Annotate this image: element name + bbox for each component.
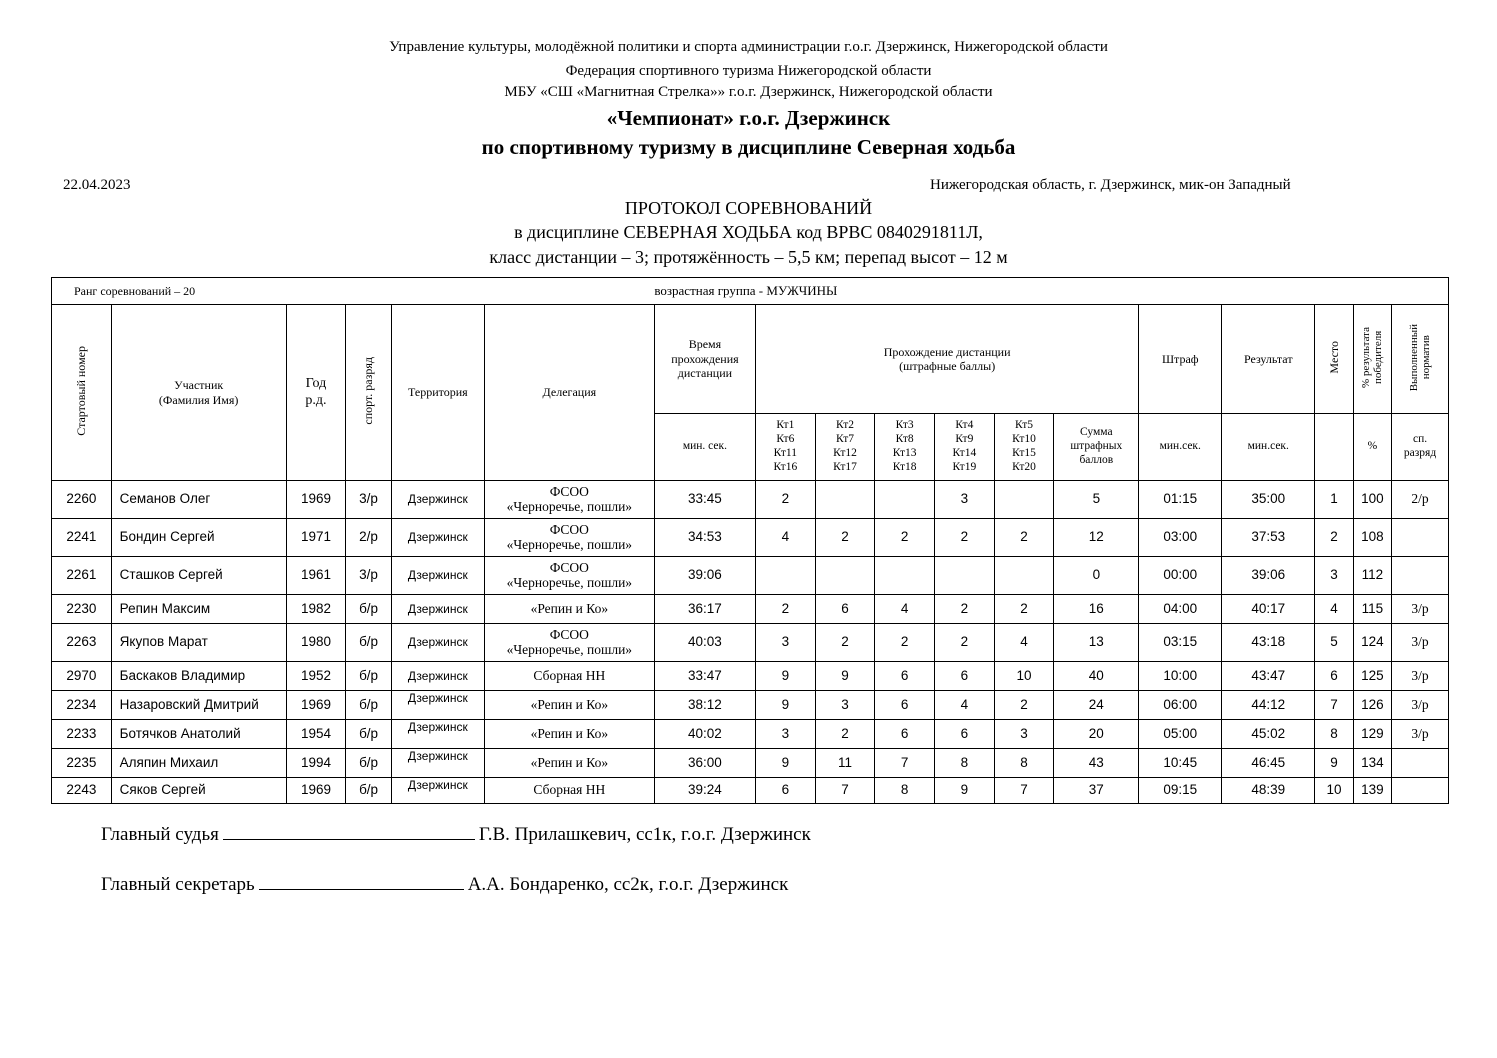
kt-5-cell: 2 — [994, 691, 1054, 720]
kt-1-cell: 9 — [755, 691, 815, 720]
kt-3-cell: 6 — [875, 662, 935, 691]
kt-3-cell — [875, 481, 935, 519]
place-cell: 10 — [1315, 778, 1353, 804]
kt-4-cell: 9 — [935, 778, 995, 804]
kt-3-cell: 6 — [875, 691, 935, 720]
header-place-text: Место — [1326, 341, 1341, 374]
result-cell: 35:00 — [1222, 481, 1315, 519]
penalty-time-cell: 06:00 — [1139, 691, 1222, 720]
time-cell: 38:12 — [654, 691, 755, 720]
kt-1-cell: 9 — [755, 662, 815, 691]
group-label — [654, 278, 1448, 305]
start-number-cell: 2235 — [52, 749, 112, 778]
header-kt-3 — [875, 414, 935, 481]
kt-3-cell: 6 — [875, 720, 935, 749]
judge-label: Главный судья — [101, 824, 219, 845]
penalty-sum-cell: 0 — [1054, 557, 1139, 595]
protocol-discipline: в дисциплине СЕВЕРНАЯ ХОДЬБА код ВРВС 0840291811Л, — [514, 222, 983, 242]
kt-2-cell: 2 — [815, 624, 875, 662]
territory-cell: Дзержинск — [391, 557, 484, 595]
delegation-cell — [484, 595, 654, 624]
kt-2-3: Кт17 — [833, 460, 857, 473]
header-passage-2: (штрафные баллы) — [899, 359, 996, 373]
norm-cell: 3/р — [1392, 720, 1449, 749]
percent-cell: 108 — [1353, 519, 1391, 557]
kt-2-2: Кт12 — [833, 447, 857, 459]
delegation-line-1: «Репин и Ко» — [530, 600, 609, 616]
start-number-cell: 2241 — [52, 519, 112, 557]
penalty-time-cell: 05:00 — [1139, 720, 1222, 749]
penalty-sum-cell: 16 — [1054, 595, 1139, 624]
delegation-cell — [484, 481, 654, 519]
percent-cell: 129 — [1353, 720, 1391, 749]
results-table — [51, 277, 1449, 804]
place-cell: 6 — [1315, 662, 1353, 691]
kt-3-1: Кт8 — [895, 433, 914, 446]
delegation-line-2: «Черноречье, пошли» — [506, 641, 633, 657]
secretary-signature-line — [259, 873, 464, 890]
header-norm-unit-1: сп. — [1412, 433, 1428, 446]
header-sum-1: Сумма — [1080, 426, 1113, 439]
percent-cell: 100 — [1353, 481, 1391, 519]
delegation-line-1: ФСОО — [549, 483, 589, 499]
start-number-cell: 2263 — [52, 624, 112, 662]
kt-1-cell: 3 — [755, 720, 815, 749]
header-percent-1: % результата — [1360, 326, 1373, 388]
place-cell: 8 — [1315, 720, 1353, 749]
delegation-line-1: Сборная НН — [533, 667, 606, 683]
table-row — [52, 691, 1449, 720]
place-cell: 2 — [1315, 519, 1353, 557]
start-number-cell: 2234 — [52, 691, 112, 720]
birth-year-cell: 1980 — [286, 624, 346, 662]
penalty-time-cell: 10:45 — [1139, 749, 1222, 778]
judge-signature — [101, 823, 811, 846]
header-time-unit: мин. сек. — [654, 414, 755, 481]
kt-4-cell: 8 — [935, 749, 995, 778]
delegation-line-2: «Черноречье, пошли» — [506, 536, 633, 552]
table-row — [52, 624, 1449, 662]
penalty-time-cell: 10:00 — [1139, 662, 1222, 691]
title-line-1: «Чемпионат» г.о.г. Дзержинск — [606, 106, 891, 130]
kt-5-0: Кт5 — [1015, 419, 1034, 432]
delegation-cell — [484, 749, 654, 778]
table-row — [52, 778, 1449, 804]
time-cell: 36:00 — [654, 749, 755, 778]
delegation-line-1: ФСОО — [549, 521, 589, 537]
header-territory: Территория — [391, 305, 484, 481]
sport-rank-cell: б/р — [346, 662, 392, 691]
table-row — [52, 519, 1449, 557]
kt-1-cell: 2 — [755, 595, 815, 624]
participant-name-cell: Ботячков Анатолий — [111, 720, 286, 749]
sport-rank-cell: б/р — [346, 720, 392, 749]
kt-2-1: Кт7 — [835, 433, 854, 446]
protocol-location: Нижегородская область, г. Дзержинск, мик-он Западный — [930, 177, 1291, 193]
kt-2-0: Кт2 — [835, 419, 854, 432]
participant-name-cell: Назаровский Дмитрий — [111, 691, 286, 720]
table-row — [52, 481, 1449, 519]
kt-3-cell: 7 — [875, 749, 935, 778]
place-cell: 7 — [1315, 691, 1353, 720]
kt-5-3: Кт20 — [1012, 460, 1036, 473]
kt-4-cell: 6 — [935, 720, 995, 749]
header-kt-4 — [935, 414, 995, 481]
judge-name: Г.В. Прилашкевич, сс1к, г.о.г. Дзержинск — [478, 824, 811, 845]
kt-5-cell: 4 — [994, 624, 1054, 662]
header-sum — [1054, 414, 1139, 481]
result-cell: 48:39 — [1222, 778, 1315, 804]
sport-rank-cell: б/р — [346, 624, 392, 662]
kt-2-cell: 9 — [815, 662, 875, 691]
kt-2-cell: 11 — [815, 749, 875, 778]
header-penalty-unit: мин.сек. — [1139, 414, 1222, 481]
territory-cell: Дзержинск — [391, 624, 484, 662]
territory-cell: Дзержинск — [391, 749, 484, 778]
participant-name-cell: Сяков Сергей — [111, 778, 286, 804]
start-number-cell: 2260 — [52, 481, 112, 519]
kt-5-cell: 8 — [994, 749, 1054, 778]
time-cell: 33:47 — [654, 662, 755, 691]
header-norm — [1392, 305, 1449, 414]
time-cell: 40:02 — [654, 720, 755, 749]
group-label-text: возрастная группа - МУЖЧИНЫ — [654, 283, 838, 299]
org-line-3: МБУ «СШ «Магнитная Стрелка»» г.о.г. Дзержинск, Нижегородской области — [504, 84, 993, 100]
kt-5-cell — [994, 481, 1054, 519]
delegation-cell — [484, 624, 654, 662]
participant-name-cell: Баскаков Владимир — [111, 662, 286, 691]
place-cell: 4 — [1315, 595, 1353, 624]
participant-name-cell: Аляпин Михаил — [111, 749, 286, 778]
norm-cell — [1392, 778, 1449, 804]
participant-name-cell: Семанов Олег — [111, 481, 286, 519]
header-place-unit — [1315, 414, 1353, 481]
kt-4-0: Кт4 — [955, 419, 974, 432]
kt-3-2: Кт13 — [892, 447, 917, 459]
kt-4-cell: 6 — [935, 662, 995, 691]
territory-cell: Дзержинск — [391, 595, 484, 624]
kt-3-cell: 2 — [875, 519, 935, 557]
header-result-unit: мин.сек. — [1222, 414, 1315, 481]
penalty-time-cell: 04:00 — [1139, 595, 1222, 624]
header-kt-1 — [755, 414, 815, 481]
kt-2-cell: 6 — [815, 595, 875, 624]
table-row — [52, 720, 1449, 749]
rank-label-text: Ранг соревнований – 20 — [74, 283, 196, 298]
penalty-time-cell: 09:15 — [1139, 778, 1222, 804]
norm-cell — [1392, 519, 1449, 557]
norm-cell: 3/р — [1392, 662, 1449, 691]
delegation-line-1: ФСОО — [549, 559, 589, 575]
time-cell: 34:53 — [654, 519, 755, 557]
secretary-signature — [101, 873, 788, 896]
header-start-number-text: Стартовый номер — [74, 345, 89, 436]
header-norm-1: Выполненный — [1407, 323, 1420, 391]
kt-4-cell — [935, 557, 995, 595]
header-norm-unit-2: разряд — [1403, 447, 1437, 459]
result-cell: 45:02 — [1222, 720, 1315, 749]
birth-year-cell: 1982 — [286, 595, 346, 624]
birth-year-cell: 1971 — [286, 519, 346, 557]
norm-cell: 3/р — [1392, 624, 1449, 662]
norm-cell: 3/р — [1392, 595, 1449, 624]
sport-rank-cell: б/р — [346, 749, 392, 778]
kt-4-cell: 4 — [935, 691, 995, 720]
rank-label — [52, 278, 655, 305]
kt-5-cell: 3 — [994, 720, 1054, 749]
territory-cell: Дзержинск — [391, 720, 484, 749]
result-cell: 46:45 — [1222, 749, 1315, 778]
delegation-cell — [484, 691, 654, 720]
penalty-time-cell: 01:15 — [1139, 481, 1222, 519]
header-passage-1: Прохождение дистанции — [883, 344, 1011, 359]
penalty-time-cell: 00:00 — [1139, 557, 1222, 595]
territory-cell: Дзержинск — [391, 691, 484, 720]
kt-1-2: Кт11 — [773, 447, 797, 459]
result-cell: 39:06 — [1222, 557, 1315, 595]
protocol-distance: класс дистанции – 3; протяжённость – 5,5 км; перепад высот – 12 м — [489, 247, 1008, 267]
kt-2-cell: 3 — [815, 691, 875, 720]
norm-cell — [1392, 749, 1449, 778]
penalty-sum-cell: 12 — [1054, 519, 1139, 557]
kt-5-cell: 10 — [994, 662, 1054, 691]
kt-4-1: Кт9 — [955, 433, 974, 446]
delegation-line-1: «Репин и Ко» — [530, 754, 609, 770]
secretary-label: Главный секретарь — [101, 874, 255, 895]
birth-year-cell: 1954 — [286, 720, 346, 749]
header-sport-rank — [346, 305, 392, 481]
sport-rank-cell: 3/р — [346, 481, 392, 519]
header-delegation: Делегация — [484, 305, 654, 481]
header-time-3: дистанции — [677, 366, 733, 381]
delegation-line-1: «Репин и Ко» — [530, 696, 609, 712]
header-participant-1: Участник — [174, 378, 224, 393]
time-cell: 39:06 — [654, 557, 755, 595]
header-percent — [1353, 305, 1391, 414]
judge-signature-line — [223, 823, 475, 840]
header-passage — [755, 305, 1138, 414]
percent-cell: 134 — [1353, 749, 1391, 778]
time-cell: 39:24 — [654, 778, 755, 804]
header-time-1: Время — [688, 337, 722, 352]
kt-1-cell: 4 — [755, 519, 815, 557]
header-result: Результат — [1222, 305, 1315, 414]
start-number-cell: 2261 — [52, 557, 112, 595]
header-percent-2: победителя — [1372, 330, 1385, 384]
place-cell: 9 — [1315, 749, 1353, 778]
sport-rank-cell: б/р — [346, 595, 392, 624]
header-year-2: р.д. — [305, 392, 327, 408]
sport-rank-cell: 2/р — [346, 519, 392, 557]
header-start-number — [52, 305, 112, 481]
penalty-sum-cell: 5 — [1054, 481, 1139, 519]
kt-1-cell — [755, 557, 815, 595]
delegation-line-2: «Черноречье, пошли» — [506, 498, 633, 514]
penalty-sum-cell: 40 — [1054, 662, 1139, 691]
norm-cell: 3/р — [1392, 691, 1449, 720]
delegation-cell — [484, 720, 654, 749]
start-number-cell: 2970 — [52, 662, 112, 691]
header-participant-2: (Фамилия Имя) — [158, 392, 239, 407]
delegation-cell — [484, 778, 654, 804]
delegation-line-1: ФСОО — [549, 626, 589, 642]
kt-3-cell — [875, 557, 935, 595]
penalty-sum-cell: 24 — [1054, 691, 1139, 720]
territory-cell: Дзержинск — [391, 481, 484, 519]
penalty-sum-cell: 13 — [1054, 624, 1139, 662]
result-cell: 43:47 — [1222, 662, 1315, 691]
kt-4-cell: 2 — [935, 519, 995, 557]
kt-3-cell: 8 — [875, 778, 935, 804]
kt-4-cell: 2 — [935, 595, 995, 624]
result-cell: 43:18 — [1222, 624, 1315, 662]
birth-year-cell: 1969 — [286, 481, 346, 519]
org-line-2: Федерация спортивного туризма Нижегородской области — [565, 63, 932, 79]
kt-5-cell — [994, 557, 1054, 595]
kt-1-1: Кт6 — [776, 433, 795, 446]
birth-year-cell: 1969 — [286, 691, 346, 720]
sport-rank-cell: б/р — [346, 691, 392, 720]
header-time-2: прохождения — [671, 351, 739, 366]
place-cell: 1 — [1315, 481, 1353, 519]
table-row — [52, 595, 1449, 624]
secretary-name: А.А. Бондаренко, сс2к, г.о.г. Дзержинск — [467, 874, 789, 895]
kt-3-cell: 2 — [875, 624, 935, 662]
kt-1-cell: 6 — [755, 778, 815, 804]
sport-rank-cell: 3/р — [346, 557, 392, 595]
kt-5-cell: 7 — [994, 778, 1054, 804]
birth-year-cell: 1952 — [286, 662, 346, 691]
sport-rank-cell: б/р — [346, 778, 392, 804]
table-row — [52, 749, 1449, 778]
header-place — [1315, 305, 1353, 414]
kt-2-cell — [815, 557, 875, 595]
header-year-1: Год — [305, 375, 327, 391]
delegation-cell — [484, 519, 654, 557]
delegation-cell — [484, 662, 654, 691]
start-number-cell: 2230 — [52, 595, 112, 624]
delegation-cell — [484, 557, 654, 595]
kt-4-cell: 2 — [935, 624, 995, 662]
penalty-sum-cell: 20 — [1054, 720, 1139, 749]
kt-3-cell: 4 — [875, 595, 935, 624]
percent-cell: 115 — [1353, 595, 1391, 624]
kt-5-2: Кт15 — [1012, 447, 1036, 459]
header-norm-unit — [1392, 414, 1449, 481]
start-number-cell: 2243 — [52, 778, 112, 804]
territory-cell: Дзержинск — [391, 778, 484, 804]
penalty-time-cell: 03:00 — [1139, 519, 1222, 557]
header-penalty: Штраф — [1139, 305, 1222, 414]
norm-cell — [1392, 557, 1449, 595]
participant-name-cell: Репин Максим — [111, 595, 286, 624]
time-cell: 36:17 — [654, 595, 755, 624]
time-cell: 40:03 — [654, 624, 755, 662]
participant-name-cell: Бондин Сергей — [111, 519, 286, 557]
delegation-line-1: «Репин и Ко» — [530, 725, 609, 741]
header-participant — [111, 305, 286, 481]
header-sum-3: баллов — [1079, 453, 1114, 466]
protocol-date: 22.04.2023 — [63, 177, 131, 193]
start-number-cell: 2233 — [52, 720, 112, 749]
kt-5-cell: 2 — [994, 519, 1054, 557]
kt-4-3: Кт19 — [952, 460, 977, 473]
kt-5-cell: 2 — [994, 595, 1054, 624]
result-cell: 40:17 — [1222, 595, 1315, 624]
kt-5-1: Кт10 — [1012, 433, 1036, 446]
percent-cell: 139 — [1353, 778, 1391, 804]
birth-year-cell: 1969 — [286, 778, 346, 804]
header-sport-rank-text: спорт. разряд — [361, 356, 376, 425]
participant-name-cell: Сташков Сергей — [111, 557, 286, 595]
kt-1-3: Кт16 — [773, 460, 798, 473]
result-cell: 37:53 — [1222, 519, 1315, 557]
kt-1-cell: 9 — [755, 749, 815, 778]
place-cell: 5 — [1315, 624, 1353, 662]
header-year — [286, 305, 346, 481]
birth-year-cell: 1961 — [286, 557, 346, 595]
table-row — [52, 662, 1449, 691]
territory-cell: Дзержинск — [391, 519, 484, 557]
territory-cell: Дзержинск — [391, 662, 484, 691]
kt-1-0: Кт1 — [776, 419, 795, 432]
penalty-time-cell: 03:15 — [1139, 624, 1222, 662]
kt-3-3: Кт18 — [892, 460, 917, 473]
protocol-title: ПРОТОКОЛ СОРЕВНОВАНИЙ — [624, 198, 873, 218]
kt-2-cell: 2 — [815, 720, 875, 749]
time-cell: 33:45 — [654, 481, 755, 519]
result-cell: 44:12 — [1222, 691, 1315, 720]
title-line-2: по спортивному туризму в дисциплине Северная ходьба — [481, 135, 1016, 159]
percent-cell: 125 — [1353, 662, 1391, 691]
kt-1-cell: 3 — [755, 624, 815, 662]
header-kt-2 — [815, 414, 875, 481]
header-sum-2: штрафных — [1070, 440, 1123, 453]
norm-cell: 2/р — [1392, 481, 1449, 519]
kt-3-0: Кт3 — [895, 419, 914, 432]
kt-2-cell: 7 — [815, 778, 875, 804]
header-percent-unit: % — [1353, 414, 1391, 481]
header-time — [654, 305, 755, 414]
percent-cell: 126 — [1353, 691, 1391, 720]
delegation-line-2: «Черноречье, пошли» — [506, 574, 633, 590]
percent-cell: 112 — [1353, 557, 1391, 595]
header-norm-2: норматив — [1420, 335, 1433, 380]
kt-2-cell — [815, 481, 875, 519]
org-line-1: Управление культуры, молодёжной политики и спорта администрации г.о.г. Дзержинск, Нижегородской области — [389, 39, 1108, 55]
penalty-sum-cell: 37 — [1054, 778, 1139, 804]
kt-1-cell: 2 — [755, 481, 815, 519]
kt-4-cell: 3 — [935, 481, 995, 519]
penalty-sum-cell: 43 — [1054, 749, 1139, 778]
percent-cell: 124 — [1353, 624, 1391, 662]
birth-year-cell: 1994 — [286, 749, 346, 778]
header-kt-5 — [994, 414, 1054, 481]
kt-4-2: Кт14 — [952, 447, 977, 459]
participant-name-cell: Якупов Марат — [111, 624, 286, 662]
table-row — [52, 557, 1449, 595]
place-cell: 3 — [1315, 557, 1353, 595]
delegation-line-1: Сборная НН — [533, 782, 606, 798]
kt-2-cell: 2 — [815, 519, 875, 557]
